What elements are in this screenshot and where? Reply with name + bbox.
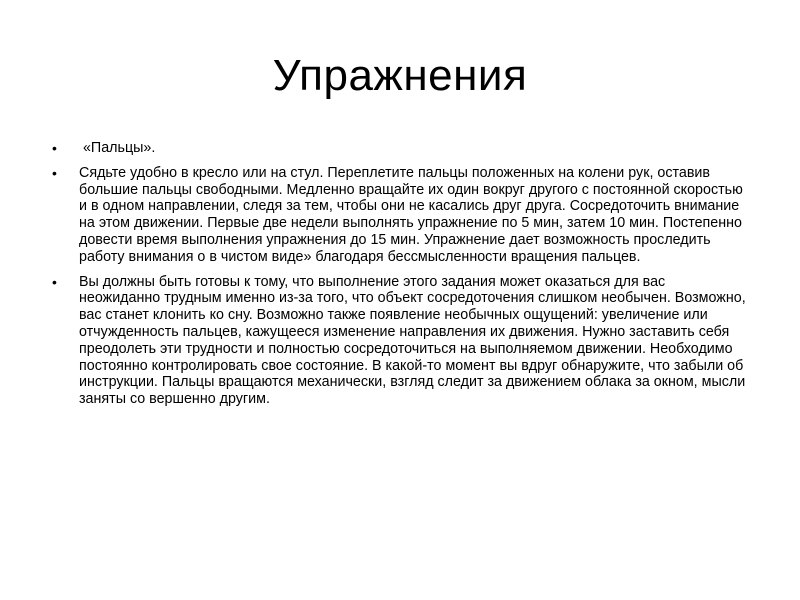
bullet-icon: • (52, 273, 57, 290)
slide-title: Упражнения (272, 51, 528, 100)
bullet-text-3: Вы должны быть готовы к тому, что выполнение этого задания может оказаться для вас неожиданно трудным именно из-за того, что объект сосредоточения слишком необычен. Возможно, вас станет клонить ко сну. Возможно также появление необычных ощущений: увеличение или отчужденность пальцев, кажущееся изменение направления их движения. Нужно заставить себя преодолеть эти трудности и полностью сосредоточиться на выполняемом движении. Необходимо постоянно контролировать свое состояние. В какой-то момент вы вдруг обнаружите, что забыли об инструкции. Пальцы вращаются механически, взгляд следит за движением облака за окном, мысли заняты со вершенно другим. (79, 273, 746, 408)
bullet-item-2 (50, 165, 750, 266)
bullet-item-1 (50, 140, 750, 157)
bullet-list (50, 140, 750, 416)
bullet-text-1: «Пальцы». (79, 140, 156, 156)
bullet-text-2: Сядьте удобно в кресло или на стул. Переплетите пальцы положенных на колени рук, оставив большие пальцы свободными. Медленно вращайте их один вокруг другого с постоянной скоростью и в одном направлении, следя за тем, чтобы они не касались друг друга. Сосредоточить внимание на этом движении. Первые две недели выполнять упражнение по 5 мин, затем 10 мин. Постепенно довести время выполнения упражнения до 15 мин. Упражнение дает возможность проследить работу внимания о в чистом виде» благодаря бессмысленности вращения пальцев. (79, 164, 743, 265)
bullet-item-3 (50, 274, 750, 408)
bullet-icon: • (52, 164, 57, 181)
bullet-icon: • (52, 140, 57, 156)
